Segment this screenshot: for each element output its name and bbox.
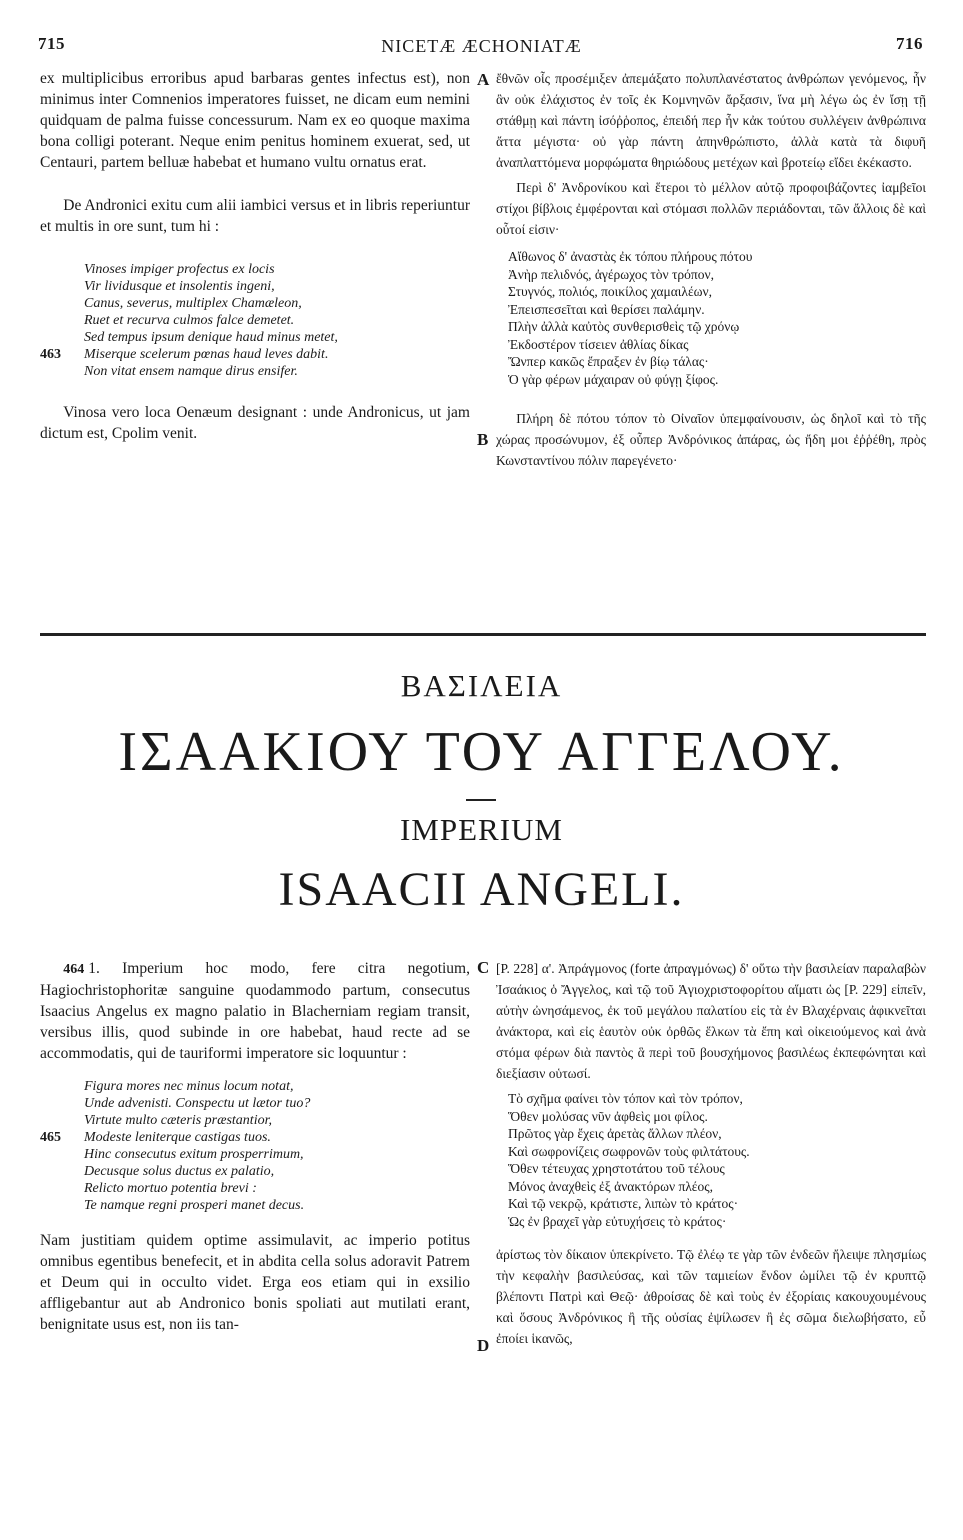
greek-paragraph: ἔθνῶν οἷς προσέμιξεν ἀπεμάξατο πολυπλανέστατος ἀνθρώπων γενόμενος, ἦν ἂν οὐκ ἐλάχιστος ἐν τοῖς ἐκ Κομνηνῶν ἄρξασιν, ἵνα μὴ λέγω ὡς ἐν ἴσῃ τῇ στάθμῃ καὶ πάντη ἰσόῤῥοπος, ἐπειδή περ ἦν κἀκ τούτου συλλέγειν ἀνθρώπινα ἄττα μέγιστα· οὐ γὰρ πάντη ἀπηνθρώπιστο, ἀλλὰ κατὰ τὰ διφυῆ ἀναπλαττόμενα μορφώματα θηριώδους μετέχων καὶ βροτείῳ εἴδει ἐκέκαστο. — [496, 71, 926, 170]
latin-column-bottom — [40, 958, 470, 1335]
verse-line: Τὸ σχῆμα φαίνει τὸν τόπον καὶ τὸν τρόπον, — [508, 1091, 743, 1106]
margin-number: 463 — [40, 347, 61, 362]
right-page-number: 716 — [896, 34, 923, 53]
verse-line: Ὅθεν τέτευχας χρηστοτάτου τοῦ τέλους — [508, 1161, 725, 1176]
verse-line: Relicto mortuo potentia brevi : — [84, 1181, 257, 1196]
margin-letter: B — [477, 430, 489, 449]
verse-line: Virtute multo cæteris præstantior, — [84, 1113, 272, 1128]
verse-line: Vinoses impiger profectus ex locis — [84, 262, 275, 277]
left-page-number: 715 — [38, 34, 65, 53]
greek-paragraph: ἀρίστως τὸν δίκαιον ὑπεκρίνετο. Τῷ ἐλέῳ τε γὰρ τῶν ἐνδεῶν ἤλειψε πλησμίως τὴν κεφαλὴν βασιλεύσας, καὶ τῶν ταμιείων ἔνδον ὡμίλει τῷ ἐν κρυπτῷ βλέποντι Πατρὶ καὶ Θεῷ· ἀθροίσας δὲ καὶ τοὺς ἐν ἐξορίαις κακουχουμένους καὶ ὅσους Ἀνδρόνικος ἢ τῆς οὐσίας ἐψίλωσεν ἢ ἐς σῶμα διελωβήσατο, εὖ ἐποίει ἱκανῶς, — [496, 1247, 926, 1346]
margin-letter: C — [477, 958, 490, 977]
verse-line: Αἴθωνος δ' ἀναστὰς ἐκ τόπου πλήρους πότου — [508, 249, 753, 264]
latin-verse — [40, 1078, 470, 1214]
verse-line: Figura mores nec minus locum notat, — [84, 1079, 294, 1094]
latin-paragraph: Vinosa vero loca Oenæum designant : unde Andronicus, ut jam dictum est, Cpolim venit. — [40, 404, 470, 442]
verse-line: Sed tempus ipsum denique haud minus metet, — [84, 330, 338, 345]
verse-line: Non vitat ensem namque dirus ensifer. — [84, 364, 298, 379]
verse-line: Te namque regni prosperi manet decus. — [84, 1198, 305, 1213]
margin-number: 464 — [63, 962, 85, 977]
verse-line: Ἐκδοστέρον τίσειεν ἀθλίας δίκας — [508, 336, 689, 352]
margin-number: 465 — [40, 1130, 61, 1145]
greek-title-line1: ΒΑΣΙΛΕΙΑ — [400, 668, 563, 703]
verse-line: Decusque solus ductus ex palatio, — [84, 1164, 275, 1179]
verse-line: Ὡς ἐν βραχεῖ γὰρ εὐτυχήσεις τὸ κράτος· — [508, 1213, 727, 1229]
verse-line: Ἀνὴρ πελιδνός, ἀγέρωχος τὸν τρόπον, — [508, 266, 714, 282]
margin-letter: D — [477, 1336, 490, 1355]
latin-verse — [40, 261, 470, 380]
greek-paragraph: Πλήρη δὲ πότου τόπον τὸ Οἰναῖον ὑπεμφαίνουσιν, ὡς δηλοῖ καὶ τὸ τῆς χώρας προσώνυμον, ἐξ οὗπερ Ἀνδρόνικος ἀπάρας, ὡς ἤδη μοι ἐῤῥέθη, πρὸς Κωνσταντίνου πόλιν παρεγένετο· — [496, 411, 926, 468]
verse-line: Ὁ γὰρ φέρων μάχαιραν οὐ φύγῃ ξίφος. — [508, 371, 719, 387]
verse-line: Καὶ τῷ νεκρῷ, κράτιστε, λιπὼν τὸ κράτος· — [508, 1196, 739, 1211]
verse-line: Πρῶτος γὰρ ἔχεις ἀρετὰς ἄλλων πλέον, — [508, 1126, 722, 1141]
title-dash — [466, 799, 496, 801]
verse-line: 465 Modeste leniterque castigas tuos. — [40, 1130, 271, 1145]
verse-line: Hinc consecutus exitum prosperrimum, — [84, 1147, 304, 1162]
verse-line: 463 Miserque scelerum pœnas haud leves dabit. — [40, 347, 329, 362]
greek-title-line2: ΙΣΑΑΚΙΟΥ ΤΟΥ ΑΓΓΕΛΟΥ. — [118, 721, 845, 783]
verse-line: Canus, severus, multiplex Chamæleon, — [84, 296, 302, 311]
verse-line: Ὤνπερ κακῶς ἔπραξεν ἐν βίῳ τάλας· — [508, 354, 709, 369]
greek-verse — [496, 248, 926, 388]
latin-paragraph: De Andronici exitu cum alii iambici versus et in libris reperiuntur et multis in ore sunt, tum hi : — [40, 197, 470, 235]
verse-line: Καὶ σωφρονίζεις σωφρονῶν τοὺς φιλτάτους. — [508, 1143, 750, 1159]
verse-line: Ὅθεν μολύσας νῦν ἀφθεὶς μοι φίλος. — [508, 1108, 708, 1124]
greek-paragraph: Περὶ δ' Ἀνδρονίκου καὶ ἕτεροι τὸ μέλλον αὐτῷ προφοιβάζοντες ἰαμβεῖοι στίχοι βίβλοις ἐμφέρονται καὶ στόμασι πολλῶν περιάδονται, τῶν ἄλλοις δὲ καὶ οὗτοί εἰσιν· — [496, 180, 926, 237]
latin-paragraph: Nam justitiam quidem optime assimulavit, ac imperio potitus omnibus egentibus benefecit, et in abdita cella solus adoravit Patrem et Deum qui in occulto videt. Erga eos etiam qui in exsilio affligebantur aut ab Andronico bonis spoliati aut mutilati erant, benignitate usus est, non iis tan- — [40, 1232, 470, 1333]
greek-column-bottom — [496, 958, 926, 1349]
latin-paragraph: ex multiplicibus erroribus apud barbaras gentes infectus est), non minimus inter Comnenios imperatores fuisset, ne dicam eum nemini quidquam de palma fuisse concessurum. Nam ex eo quoque maxima bona colligi poterant. Neque enim penitus hominem exuerat, sed, ut Centauri, partem belluæ habebat et humano vultu ornatus erat. — [40, 70, 470, 171]
margin-letter: A — [477, 70, 490, 89]
greek-paragraph: [P. 228] α'. Ἀπράγμονος (forte ἀπραγμόνως) δ' οὕτω τὴν βασιλείαν παραλαβὼν Ἰσαάκιος ὁ Ἄγγελος, καὶ τῷ τοῦ Ἁγιοχριστοφορίτου αἵματι ὡς [P. 229] εἰπεῖν, αὐτὴν ὠνησάμενος, ἐκ τοῦ μεγάλου παλατίου εἰς τὰ ἐν Βλαχέρναις ἀφικνεῖται ἀνάκτορα, καὶ εἰς ἑαυτὸν οὐκ ὀρθῶς ἕλκων τὰ ἔπη καὶ οἰκειούμενος καὶ ἀνὰ στόμα φέρων διὰ παντὸς ἃ περὶ τοῦ βουσχήμονος βασιλέως ἐκπεφώνηται καὶ διεξίασιν οὑτωσί. — [496, 961, 926, 1081]
latin-title-line1: IMPERIUM — [399, 812, 563, 847]
verse-line: Ἐπεισπεσεῖται καὶ θερίσει παλάμην. — [508, 301, 705, 317]
verse-line: Στυγνός, πολιός, ποικίλος χαμαιλέων, — [508, 284, 713, 299]
latin-column-top — [40, 68, 470, 444]
section-divider — [40, 633, 926, 636]
latin-paragraph: 464 1. Imperium hoc modo, fere citra negotium, Hagiochristophoritæ sanguine quodammodo partum, consecutus Isaacius Angelus ex magno palatio in Blacherniam regiam transit, versibus illis, quod subinde in ore habebat, haud recte ad se accommodatis, qui de tauriformi imperatore sic loquuntur : — [40, 960, 470, 1062]
greek-column-top — [496, 68, 926, 471]
latin-title-line2: ISAACII ANGELI. — [278, 863, 685, 916]
running-title: NICETÆ ÆCHONIATÆ — [381, 36, 582, 56]
greek-verse — [496, 1090, 926, 1230]
verse-line: Ruet et recurva culmos falce demetet. — [84, 313, 295, 328]
verse-line: Unde advenisti. Conspectu ut lætor tuo? — [84, 1096, 311, 1111]
verse-line: Πλὴν ἀλλὰ καὐτὸς συνθερισθεὶς τῷ χρόνῳ — [508, 319, 740, 334]
verse-line: Vir lividusque et insolentis ingeni, — [84, 279, 275, 294]
verse-line: Μόνος ἀναχθεὶς ἐξ ἀνακτόρων πλέος, — [508, 1178, 713, 1194]
